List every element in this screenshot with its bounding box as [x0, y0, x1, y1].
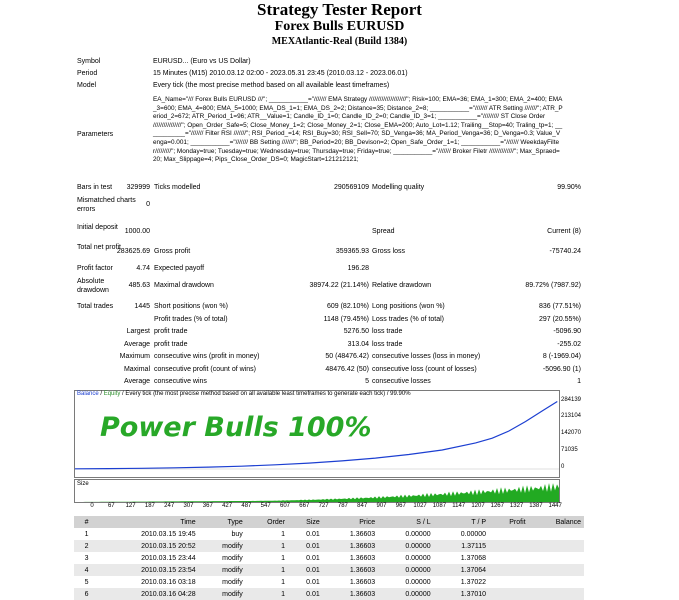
x-tick-label: 907 — [376, 503, 387, 509]
x-tick-label: 187 — [144, 503, 155, 509]
abs-drawdown-label: Absolute drawdown — [77, 278, 109, 294]
x-tick-label: 607 — [279, 503, 291, 509]
x-tick-label: 1267 — [490, 503, 504, 509]
largest-loss-value: -5096.90 — [553, 328, 581, 335]
y-tick-label: 0 — [561, 464, 565, 470]
table-cell: 1.37068 — [460, 554, 487, 562]
parameters-value: EA_Name="/// Forex Bulls EURUSD ///"; ___________="/////// EMA Strategy /////////////////////"; Risk=100; EMA=36; EMA_1=300; EMA_2=400; EMA_3=600; EMA_4=800; EMA_5=1000; EMA_DS_1=1; EMA_DS_2=2; Distance=35; Distance_2=8; ___________="/////// ATR Setting ///////"; ATR_Period_2=672; ATR_Period_1=96; ATR__Value=1; Candle_ID_1=0; Candle_ID_2=0; Candle_ID_3=1; ___________="///////// ST Close Order ////////////////"; Open_Order_Safe=5; Close_Money_1=2; Close_Money_2=1; Close_EMA=200; Auto_Lot=1.12; Trailing__Stop=40; Traling_tp=1; ___________="/////// Filter RSI ///////"; RSI_Period_=14; RSI_Buy=30; RSI_Sell=70; SD_Venga=36; MA_Period_Venga=36; D_Venga=0.3; Value_Venga=0.001; ___________="/////// BB Setting ///////"; BB_Period=20; BB_Devison=2; Open_Safe_Order_1=1; ___________="/////// WeekdayFilter/////////"; Monday=true; Tuesday=true; Wednesday=true; Thursday=true; Friday=true; ___________="/////// Broker Filetr //////////////"; Max_Spraed=20; Max_Slippage=4; Pips_Close_Order_DS=0; MagicStart=121212121; — [153, 96, 563, 164]
avg-cons-losses-value: 1 — [577, 378, 581, 385]
column-header[interactable]: S / L — [378, 516, 433, 528]
legend-balance: Balance — [77, 391, 99, 397]
gross-loss-label: Gross loss — [372, 248, 406, 255]
table-cell: 1.36603 — [323, 588, 378, 600]
y-tick-label: 213104 — [561, 413, 582, 420]
table-cell: 1.37022 — [460, 578, 487, 586]
size-label: Size — [77, 481, 89, 487]
table-cell: 1 — [281, 530, 286, 538]
table-cell: 4 — [74, 564, 92, 576]
total-trades-label: Total trades — [77, 303, 114, 310]
avg-cons-losses-label: consecutive losses — [372, 378, 431, 385]
short-positions-label: Short positions (won %) — [154, 303, 228, 310]
loss-trades-value: 297 (20.55%) — [538, 316, 581, 323]
table-cell — [529, 588, 584, 600]
column-header[interactable]: Time — [92, 516, 199, 528]
largest-profit-value: 5276.50 — [343, 328, 369, 335]
table-cell: 1 — [84, 530, 89, 538]
report-title: Strategy Tester Report — [257, 0, 422, 19]
table-cell — [489, 576, 529, 588]
x-tick-label: 967 — [395, 503, 406, 509]
parameters-label: Parameters — [77, 131, 114, 138]
table-cell — [489, 552, 529, 564]
largest-loss-label: loss trade — [372, 328, 403, 335]
column-header[interactable]: # — [74, 516, 92, 528]
maximum-label: Maximum — [119, 353, 150, 360]
table-cell: 1.36603 — [349, 554, 376, 562]
server-name: MEXAtlantic-Real (Build 1384) — [271, 36, 408, 47]
column-header[interactable]: Profit — [489, 516, 529, 528]
x-tick-label: 67 — [107, 503, 115, 509]
table-row — [74, 576, 584, 588]
max-drawdown-label: Maximal drawdown — [154, 282, 214, 289]
legend-separator: / — [98, 391, 104, 397]
table-row — [74, 588, 584, 600]
table-cell: 0.00000 — [378, 540, 433, 552]
symbol-value: EURUSD... (Euro vs US Dollar) — [153, 58, 251, 65]
x-tick-label: 727 — [318, 503, 329, 509]
x-tick-label: 1447 — [548, 503, 562, 509]
column-header[interactable]: Price — [323, 516, 378, 528]
x-tick-label: 247 — [164, 503, 175, 509]
y-axis — [559, 390, 599, 478]
max-cons-wins-value: 50 (48476.42) — [325, 353, 369, 360]
x-tick-label: 487 — [241, 503, 252, 509]
size-volume-area — [75, 483, 559, 502]
table-cell: modify — [222, 554, 243, 562]
table-cell: 0.01 — [306, 554, 320, 562]
maximal-loss-value: -5096.90 (1) — [542, 366, 581, 373]
table-cell: 2010.03.15 19:45 — [141, 530, 196, 538]
average-loss-value: -255.02 — [557, 341, 581, 348]
table-cell: 1 — [246, 588, 288, 600]
average-cons-label: Average — [124, 378, 150, 385]
quality-label: Modelling quality — [372, 184, 425, 191]
table-cell — [489, 588, 529, 600]
table-cell: 1.37010 — [434, 588, 489, 600]
table-cell: 0.01 — [306, 578, 320, 586]
max-cons-losses-label: consecutive losses (loss in money) — [372, 353, 481, 360]
table-cell — [529, 576, 584, 588]
maximal-loss-label: consecutive loss (count of losses) — [372, 366, 477, 373]
column-header[interactable]: Order — [246, 516, 288, 528]
loss-trades-label: Loss trades (% of total) — [372, 316, 444, 323]
table-cell: 1.37064 — [434, 564, 489, 576]
watermark-text: Power Bulls 100% — [100, 412, 372, 443]
table-cell: 1 — [281, 554, 286, 562]
y-tick-label: 71035 — [561, 447, 578, 454]
profit-trades-value: 1148 (79.45%) — [323, 316, 369, 323]
ticks-label: Ticks modelled — [154, 184, 201, 191]
largest-label: Largest — [126, 328, 150, 335]
gross-profit-value: 359365.93 — [335, 248, 369, 255]
payoff-value: 196.28 — [347, 265, 369, 272]
table-cell: 1.36603 — [323, 540, 378, 552]
table-cell: 0.01 — [288, 540, 323, 552]
profit-trades-label: Profit trades (% of total) — [154, 316, 228, 323]
average-profit-value: 313.04 — [347, 341, 369, 348]
max-drawdown-value: 38974.22 (21.14%) — [309, 282, 369, 289]
x-tick-label: 307 — [183, 503, 194, 509]
model-value: Every tick (the most precise method based on all available least timeframes) — [153, 82, 390, 89]
rel-drawdown-label: Relative drawdown — [372, 282, 432, 289]
mismatch-value: 0 — [146, 201, 150, 208]
table-cell: 1.36603 — [323, 564, 378, 576]
table-cell: 1.36603 — [349, 578, 376, 586]
table-row — [74, 564, 584, 576]
bars-label: Bars in test — [77, 184, 113, 191]
table-cell: 1 — [281, 578, 286, 586]
max-cons-wins-label: consecutive wins (profit in money) — [154, 353, 260, 360]
chart-legend — [77, 391, 411, 397]
payoff-label: Expected payoff — [154, 265, 205, 272]
table-cell: 2010.03.15 23:54 — [92, 564, 199, 576]
long-positions-value: 836 (77.51%) — [538, 303, 581, 310]
table-cell: modify — [199, 588, 246, 600]
table-cell: 6 — [74, 588, 92, 600]
table-cell: 3 — [84, 554, 89, 562]
table-cell: 0.00000 — [405, 578, 431, 586]
net-profit-label: Total net profit — [77, 244, 121, 251]
short-positions-value: 609 (82.10%) — [326, 303, 369, 310]
period-label: Period — [77, 70, 98, 77]
table-cell: 0.00000 — [460, 530, 487, 538]
bars-value: 329999 — [126, 184, 150, 191]
abs-drawdown-value: 485.63 — [128, 282, 150, 289]
table-row — [74, 540, 584, 552]
avg-cons-wins-label: consecutive wins — [154, 378, 207, 385]
table-cell: 0.00000 — [378, 564, 433, 576]
table-cell: 1.37115 — [434, 540, 489, 552]
table-cell: 0.00000 — [405, 554, 431, 562]
avg-cons-wins-value: 5 — [365, 378, 369, 385]
table-cell — [489, 528, 529, 540]
net-profit-value: 283625.69 — [116, 248, 150, 255]
average-loss-label: loss trade — [372, 341, 403, 348]
maximal-profit-label: consecutive profit (count of wins) — [154, 366, 256, 373]
trades-table — [74, 516, 584, 600]
table-cell — [489, 564, 529, 576]
table-cell: 1 — [246, 564, 288, 576]
deposit-value: 1000.00 — [124, 228, 150, 235]
x-tick-label: 367 — [202, 503, 213, 509]
table-cell: modify — [199, 564, 246, 576]
deposit-label: Initial deposit — [77, 224, 118, 231]
x-tick-label: 1327 — [509, 503, 524, 509]
table-cell: 0.01 — [288, 564, 323, 576]
size-chart — [74, 479, 560, 503]
table-cell: buy — [231, 530, 243, 538]
size-chart-svg — [75, 480, 559, 502]
profit-factor-value: 4.74 — [136, 265, 150, 272]
table-cell: 1 — [246, 540, 288, 552]
table-cell: modify — [222, 578, 243, 586]
table-cell — [529, 564, 584, 576]
column-header[interactable]: Type — [199, 516, 246, 528]
x-tick-label: 1207 — [471, 503, 485, 509]
table-cell — [529, 552, 584, 564]
x-tick-label: 1387 — [529, 503, 543, 509]
x-tick-label: 547 — [260, 503, 271, 509]
table-row — [74, 552, 584, 564]
maximal-label: Maximal — [123, 366, 150, 373]
spread-value: Current (8) — [547, 228, 581, 235]
average-label: Average — [124, 341, 150, 348]
table-cell — [529, 540, 584, 552]
x-tick-label: 127 — [125, 503, 136, 509]
table-cell: 2010.03.15 23:44 — [141, 554, 196, 562]
x-tick-label: 427 — [222, 503, 233, 509]
legend-description: / Every tick (the most precise method based on all available least timeframes to generate each tick) / 99.90% — [120, 391, 411, 397]
total-trades-value: 1445 — [134, 303, 150, 310]
x-tick-label: 0 — [90, 503, 94, 509]
average-profit-label: profit trade — [154, 341, 188, 348]
table-cell: 0.00000 — [405, 530, 431, 538]
x-tick-label: 667 — [299, 503, 310, 509]
long-positions-label: Long positions (won %) — [372, 303, 445, 310]
x-tick-label: 787 — [337, 503, 348, 509]
table-cell — [529, 528, 584, 540]
x-tick-label: 1027 — [413, 503, 427, 509]
model-label: Model — [77, 82, 97, 89]
period-value: 15 Minutes (M15) 2010.03.12 02:00 - 2023.05.31 23:45 (2010.03.12 - 2023.06.01) — [153, 70, 408, 77]
x-tick-label: 1087 — [432, 503, 447, 509]
max-cons-losses-value: 8 (-1969.04) — [542, 353, 581, 360]
mismatch-label: Mismatched charts errors — [77, 197, 136, 213]
table-cell: 0.01 — [306, 530, 320, 538]
table-cell: 0.01 — [288, 588, 323, 600]
gross-loss-value: -75740.24 — [549, 248, 581, 255]
table-cell: 0.00000 — [378, 588, 433, 600]
profit-factor-label: Profit factor — [77, 265, 113, 272]
maximal-profit-value: 48476.42 (50) — [325, 366, 369, 373]
table-cell: 5 — [84, 578, 89, 586]
column-header[interactable]: Balance — [529, 516, 584, 528]
x-axis — [74, 503, 564, 512]
table-cell: 2 — [74, 540, 92, 552]
trades-header-row — [74, 516, 584, 528]
report-subtitle: Forex Bulls EURUSD — [274, 19, 405, 34]
spread-label: Spread — [372, 228, 395, 235]
table-cell — [489, 540, 529, 552]
ticks-value: 290569109 — [333, 184, 369, 191]
x-tick-label: 1147 — [452, 503, 466, 509]
x-tick-label: 847 — [357, 503, 368, 509]
column-header[interactable]: Size — [288, 516, 323, 528]
table-row — [74, 528, 584, 540]
table-cell: 2010.03.16 04:28 — [92, 588, 199, 600]
rel-drawdown-value: 89.72% (7987.92) — [525, 282, 581, 289]
table-cell: 2010.03.16 03:18 — [141, 578, 196, 586]
y-tick-label: 142070 — [561, 430, 582, 437]
largest-profit-label: profit trade — [154, 328, 188, 335]
table-cell: 2010.03.15 20:52 — [92, 540, 199, 552]
quality-value: 99.90% — [557, 184, 581, 191]
gross-profit-label: Gross profit — [154, 248, 191, 255]
symbol-label: Symbol — [77, 58, 101, 65]
legend-equity: Equity — [103, 391, 121, 397]
y-tick-label: 284139 — [561, 396, 582, 403]
table-cell: 1.36603 — [349, 530, 376, 538]
table-cell: modify — [199, 540, 246, 552]
column-header[interactable]: T / P — [434, 516, 489, 528]
